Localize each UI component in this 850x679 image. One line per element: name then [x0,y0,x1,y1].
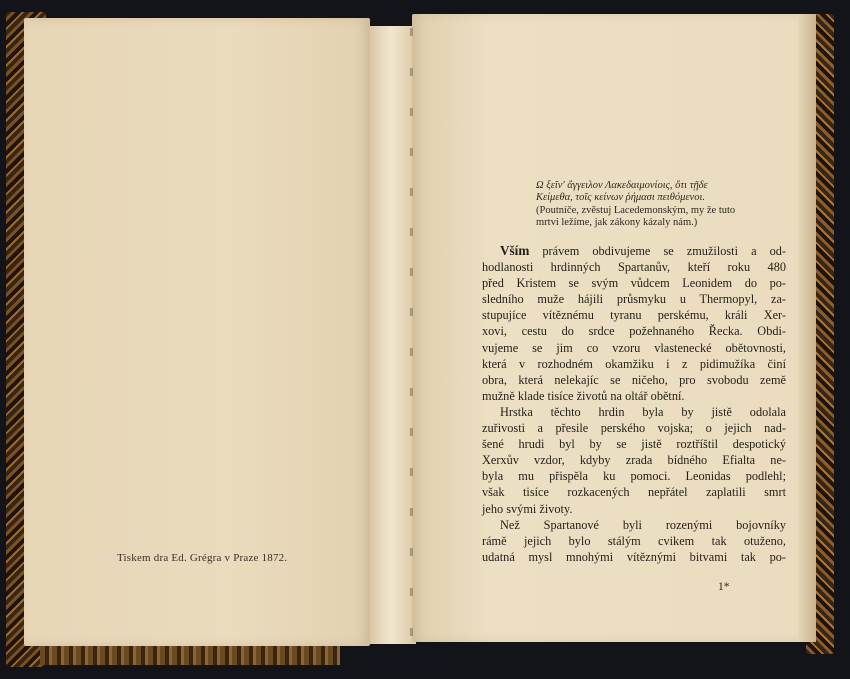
text-line: udatná mysl mnohými vítěznými bitvami tak po- [482,549,786,564]
page-edge [798,14,816,642]
text-line: mužně klade tisíce životů na oltář obětní. [482,388,685,403]
text-line: šené hrudi byl by se jistě roztříštil despotický [482,437,786,452]
text-line: však tisíce rozkacených nepřátel zaplatili smrt [482,485,786,500]
text-line: sledního muže hájili průsmyku u Thermopyl, za- [482,292,786,307]
text-line: zuřivosti a přesile perského vojska; o jejich nad- [482,421,786,436]
text-line: která v rozhodném okamžiku i z pidimužíka činí [482,356,786,371]
body-text [482,243,786,565]
marbled-cover-bottom [40,643,340,665]
epigraph-greek-line: Κείμεθα, τοῖς κείνων ῥήμασι πειθόμενοι. [536,192,705,204]
binding-stitches [410,28,413,640]
text-line: byla mu přispěla ku pomoci. Leonidas podlehl; [482,469,786,484]
text-line: před Kristem se svým vůdcem Leonidem do po- [482,276,786,291]
epigraph-czech-line: (Poutníče, zvěstuj Lacedemonským, my že tuto [536,204,736,216]
text-line: xovi, cestu do srdce požehnaného Řecka. Obdi- [482,324,786,339]
text-line: stupujíce vítěznému tyranu perskému, králi Xer- [482,308,786,323]
signature-mark: 1* [718,581,730,593]
text-line: jeho svými životy. [482,501,573,516]
text-line: vujeme se jim co vzoru vlastenecké obětovnosti, [482,340,786,355]
line-rest: právem obdivujeme se zmužilosti a od- [529,244,786,258]
text-line: Než Spartanové byli rozenými bojovníky [500,517,786,532]
text-line: obra, která nelekajíc se ničeho, pro svobodu země [482,372,786,387]
printer-imprint: Tiskem dra Ed. Grégra v Praze 1872. [117,552,288,564]
epigraph-czech-line: mrtvi ležíme, jak zákony kázaly nám.) [536,217,698,229]
first-word: Vším [500,243,530,258]
text-line: hodlanosti hrdinných Spartanův, kteří roku 480 [482,260,786,275]
text-line: Hrstka těchto hrdin byla by jistě odolala [500,404,786,419]
epigraph-greek-line: Ω ξεῖν' ἄγγειλον Λακεδαιμονίοις, ὅτι τῇδε [536,180,708,191]
text-line: rámě jejich bylo stálým cvikem tak otuženo, [482,533,786,548]
text-line [482,243,786,259]
epigraph [536,180,776,230]
text-line: Xerxův vzdor, kdyby zrada bídného Efialta ne- [482,453,786,468]
